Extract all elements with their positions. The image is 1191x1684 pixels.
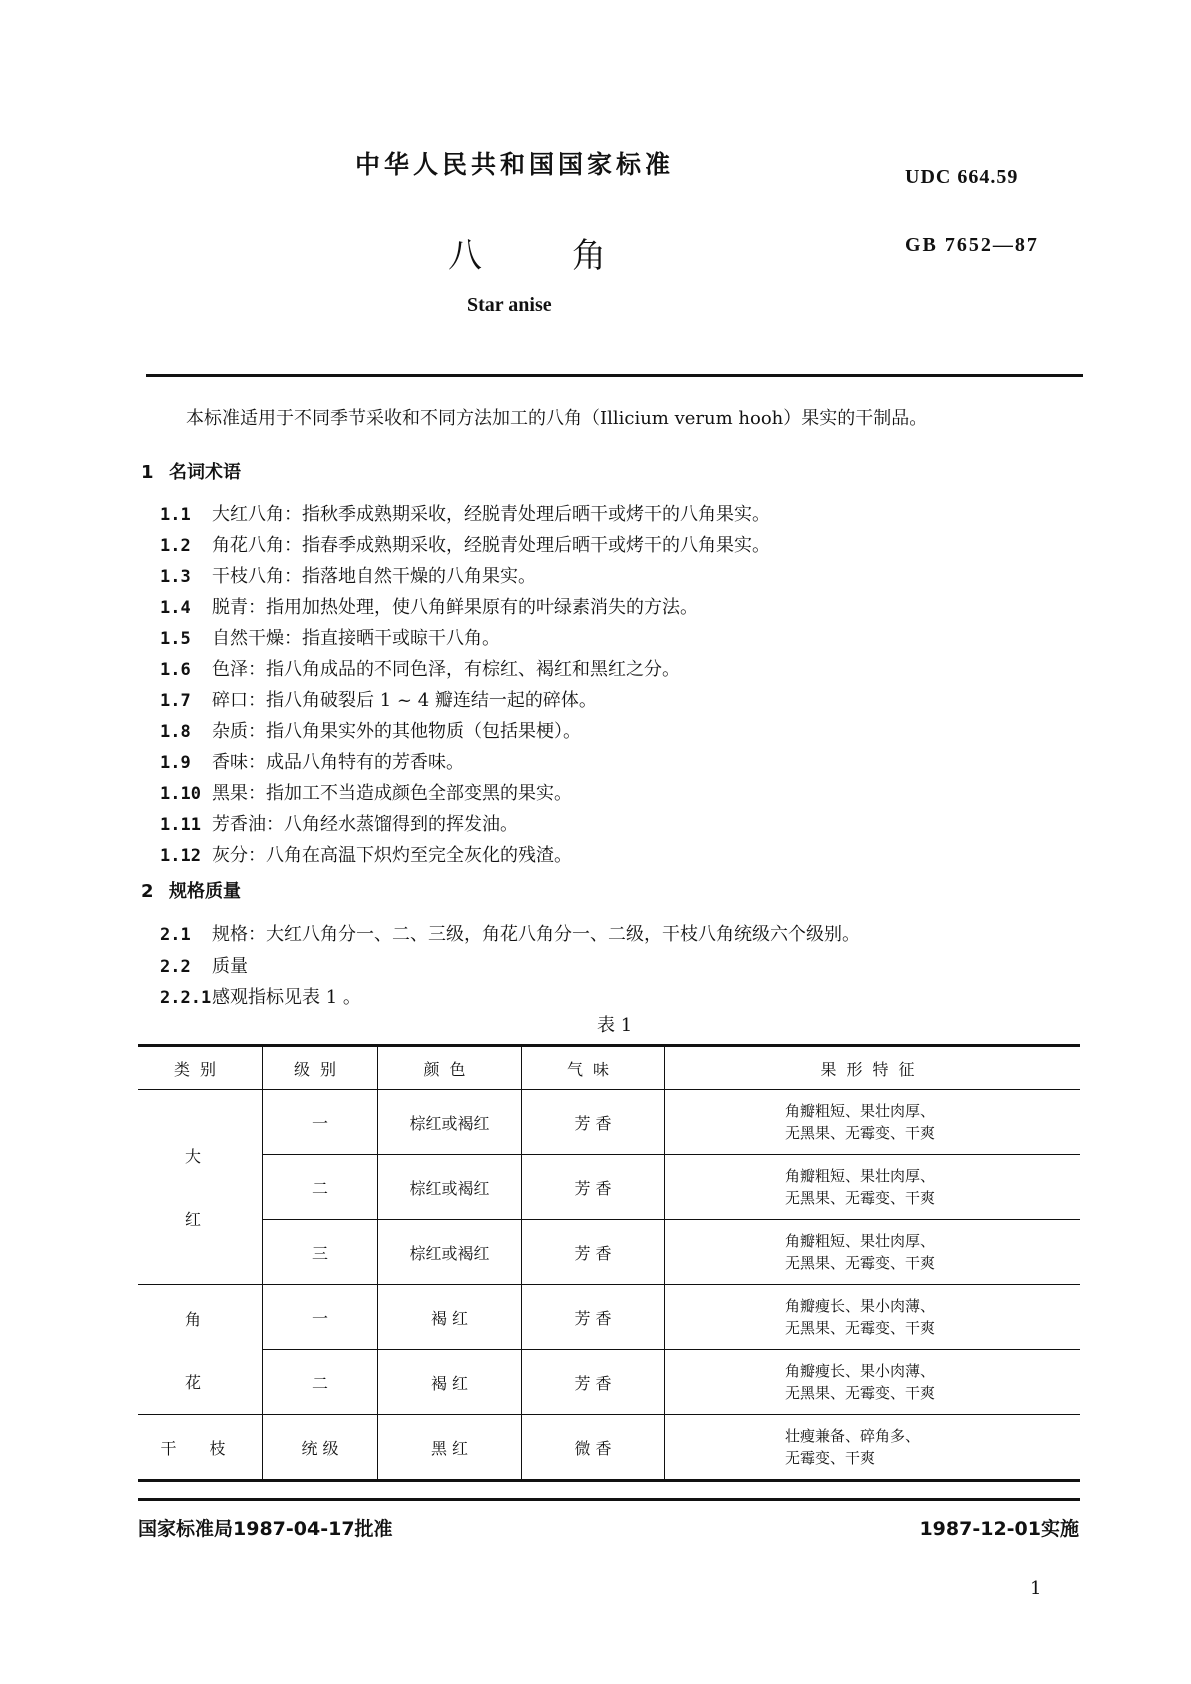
shape-line: 无黑果、无霉变、干爽 [785,1189,936,1207]
clause-number: 1.5 [160,629,191,649]
col-header: 类别 [138,1046,263,1090]
clause-text: 色泽：指八角成品的不同色泽，有棕红、褐红和黑红之分。 [212,659,680,680]
clause-item [160,717,581,743]
page-number: 1 [1030,1578,1042,1599]
smell-cell: 微 香 [522,1415,665,1481]
category-cell [138,1415,263,1481]
shape-cell [665,1220,1081,1285]
title-char: 八 [448,236,482,276]
clause-item [160,920,860,946]
effective-date: 1987-12-01实施 [919,1518,1079,1540]
clause-text: 杂质：指八角果实外的其他物质（包括果梗）。 [212,721,581,742]
color-cell: 棕红或褐红 [378,1220,522,1285]
grade-cell: 二 [263,1155,378,1220]
shape-cell [665,1090,1081,1155]
smell-cell: 芳 香 [522,1285,665,1350]
clause-item [160,624,500,650]
shape-line: 角瓣粗短、果壮肉厚、 [785,1167,936,1185]
clause-item [160,562,536,588]
clause-text: 碎口：指八角破裂后 1 ~ 4 瓣连结一起的碎体。 [212,690,597,711]
udc-code: UDC 664.59 [905,166,1019,188]
shape-line: 角瓣瘦长、果小肉薄、 [785,1297,936,1315]
col-header: 级别 [263,1046,378,1090]
clause-item [160,531,770,557]
standard-number: GB 7652—87 [905,234,1039,256]
clause-item [160,500,770,526]
clause-number: 1.1 [160,505,191,525]
color-cell: 黑 红 [378,1415,522,1481]
section-1-heading [141,458,241,484]
smell-cell: 芳 香 [522,1350,665,1415]
clause-item [160,686,597,712]
shape-cell [665,1285,1081,1350]
color-cell: 棕红或褐红 [378,1090,522,1155]
grade-cell: 统 级 [263,1415,378,1481]
clause-text: 香味：成品八角特有的芳香味。 [212,752,464,773]
shape-line: 角瓣粗短、果壮肉厚、 [785,1102,936,1120]
clause-item [160,810,518,836]
table-row [138,1350,1080,1415]
section-title: 名词术语 [169,462,241,483]
category-char: 干 枝 [160,1438,240,1458]
clause-item [160,655,680,681]
table-row [138,1285,1080,1350]
clause-text: 芳香油：八角经水蒸馏得到的挥发油。 [212,814,518,835]
category-char: 大 [184,1147,215,1166]
smell-cell: 芳 香 [522,1220,665,1285]
clause-number: 2.1 [160,925,191,945]
color-cell: 棕红或褐红 [378,1155,522,1220]
table-header-row [138,1046,1080,1090]
title-char: 角 [572,236,606,276]
clause-number: 2.2 [160,956,191,977]
category-char: 角 [184,1309,215,1329]
shape-line: 角瓣瘦长、果小肉薄、 [785,1362,936,1380]
footer-rule [138,1498,1080,1501]
col-header: 气味 [522,1046,665,1090]
clause-text: 自然干燥：指直接晒干或晾干八角。 [212,628,500,649]
table-row [138,1155,1080,1220]
clause-number: 1.12 [160,846,201,866]
grade-cell: 一 [263,1285,378,1350]
section-title: 规格质量 [169,881,241,902]
grade-table [138,1044,1080,1482]
grade-cell: 二 [263,1350,378,1415]
clause-text: 干枝八角：指落地自然干燥的八角果实。 [212,566,536,587]
shape-cell [665,1155,1081,1220]
grade-cell: 一 [263,1090,378,1155]
shape-line: 无霉变、干爽 [785,1449,876,1467]
clause-number: 1.9 [160,753,191,773]
col-header: 颜色 [378,1046,522,1090]
intro-paragraph: 本标准适用于不同季节采收和不同方法加工的八角（Illicium verum hooh）果实的干制品。 [186,408,928,429]
clause-number: 1.8 [160,722,191,742]
clause-text: 灰分：八角在高温下炽灼至完全灰化的残渣。 [212,845,572,866]
color-cell: 褐 红 [378,1350,522,1415]
shape-line: 角瓣粗短、果壮肉厚、 [785,1232,936,1250]
section-number: 1 [141,462,154,483]
issuing-org: 中华人民共和国国家标准 [355,150,675,179]
header-rule [146,374,1083,377]
clause-number: 1.3 [160,567,191,587]
clause-number: 1.4 [160,598,191,618]
clause-item [160,841,572,867]
color-cell: 褐 红 [378,1285,522,1350]
category-cell [138,1285,263,1415]
shape-cell [665,1350,1081,1415]
clause-number: 1.11 [160,815,201,835]
clause-item [160,983,361,1009]
category-cell [138,1090,263,1285]
table-row [138,1090,1080,1155]
shape-line: 无黑果、无霉变、干爽 [785,1254,936,1272]
table-row [138,1220,1080,1285]
shape-line: 无黑果、无霉变、干爽 [785,1319,936,1337]
clause-number: 2.2.1 [160,988,212,1008]
smell-cell: 芳 香 [522,1090,665,1155]
grade-cell: 三 [263,1220,378,1285]
clause-text: 脱青：指用加热处理，使八角鲜果原有的叶绿素消失的方法。 [212,597,698,618]
clause-text: 角花八角：指春季成熟期采收，经脱青处理后晒干或烤干的八角果实。 [212,535,770,556]
col-header: 果形特征 [665,1046,1081,1090]
shape-line: 无黑果、无霉变、干爽 [785,1384,936,1402]
clause-number: 1.7 [160,691,191,711]
clause-number: 1.2 [160,536,191,556]
section-number: 2 [141,881,154,902]
clause-text: 规格：大红八角分一、二、三级，角花八角分一、二级，干枝八角统级六个级别。 [212,924,860,945]
document-title [448,228,606,277]
clause-number: 1.6 [160,660,191,680]
category-char: 红 [184,1210,215,1229]
category-char: 花 [184,1372,215,1392]
clause-item [160,593,698,619]
clause-number: 1.10 [160,784,201,804]
clause-text: 感观指标见表 1 。 [212,987,361,1008]
clause-text: 大红八角：指秋季成熟期采收，经脱青处理后晒干或烤干的八角果实。 [212,504,770,525]
table-row [138,1415,1080,1481]
clause-item [160,779,572,805]
clause-item [160,748,464,774]
section-2-heading [141,877,241,903]
clause-text: 质量 [212,955,248,977]
clause-text: 黑果：指加工不当造成颜色全部变黑的果实。 [212,783,572,804]
smell-cell: 芳 香 [522,1155,665,1220]
english-title: Star anise [467,294,552,316]
shape-line: 无黑果、无霉变、干爽 [785,1124,936,1142]
approval-date: 国家标准局1987-04-17批准 [138,1518,393,1540]
shape-cell [665,1415,1081,1481]
shape-line: 壮瘦兼备、碎角多、 [785,1427,921,1445]
table-caption: 表 1 [597,1015,633,1036]
clause-item [160,952,248,978]
